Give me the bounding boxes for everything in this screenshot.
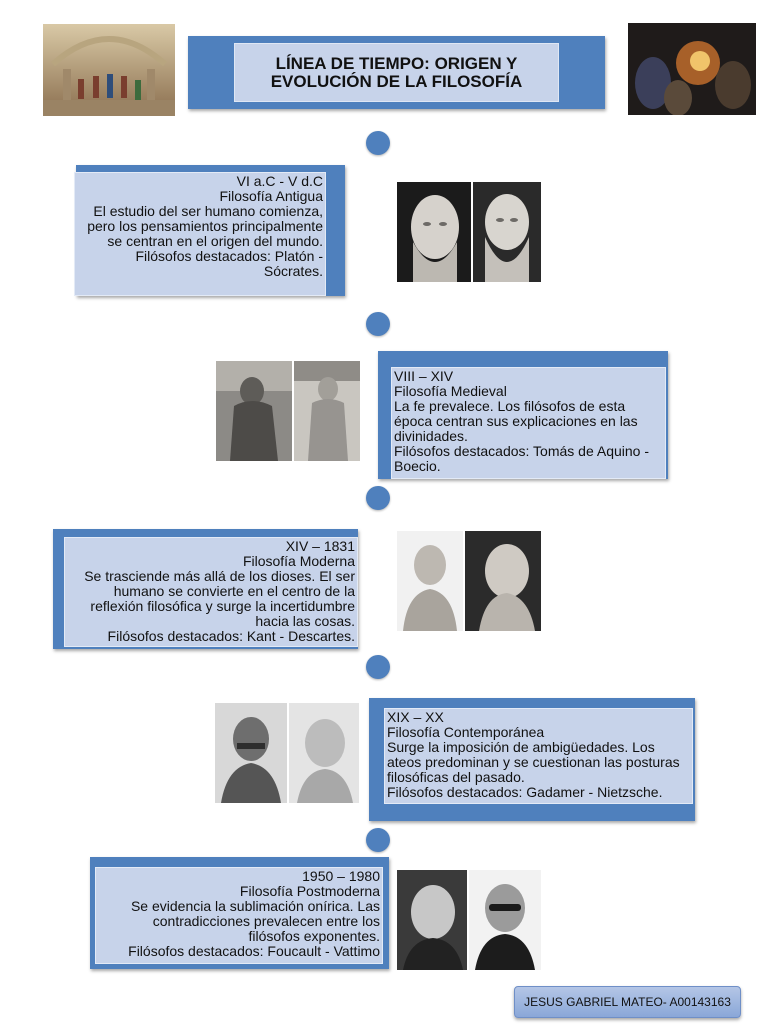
bust-portrait (465, 531, 541, 631)
bust-portrait (397, 182, 471, 282)
era-text-contemporanea (384, 708, 693, 804)
era-name: Filosofía Antigua (219, 188, 323, 204)
engraved-portrait (289, 703, 359, 803)
era-period: 1950 – 1980 (302, 868, 380, 884)
era-period: VIII – XIV (394, 368, 454, 384)
era-name: Filosofía Moderna (242, 553, 355, 569)
bust-portrait (473, 182, 541, 282)
timeline-dot (366, 655, 390, 679)
era-text-medieval (391, 367, 666, 479)
era-text-moderna (64, 537, 358, 647)
portrait-aquino-boecio (216, 361, 360, 461)
timeline-dot (366, 486, 390, 510)
era-period: VI a.C - V d.C (236, 173, 323, 189)
portrait-gadamer-nietzsche (215, 703, 359, 803)
era-name: Filosofía Medieval (394, 383, 507, 399)
era-period: XIX – XX (387, 709, 444, 725)
timeline-dot (366, 131, 390, 155)
era-description: Surge la imposición de ambigüedades. Los ateos predominan y se cuestionan las posturas filosóficas del pasado. (387, 739, 680, 785)
era-philosophers: Filósofos destacados: Tomás de Aquino - Boecio. (394, 443, 650, 474)
philosophers-fire-painting (628, 23, 756, 115)
era-period: XIV – 1831 (285, 538, 355, 554)
portrait-platon-socrates (397, 182, 541, 282)
statue-portrait (294, 361, 360, 461)
portrait-kant-descartes (397, 531, 541, 631)
photo-portrait (397, 870, 467, 970)
page-title: LÍNEA DE TIEMPO: ORIGEN Y EVOLUCIÓN DE LA FILOSOFÍA (234, 43, 559, 102)
timeline-dot (366, 312, 390, 336)
era-description: El estudio del ser humano comienza, pero los pensamientos principalmente se centran en el origen del mundo. (87, 203, 323, 249)
era-name: Filosofía Postmoderna (239, 883, 380, 899)
era-text-antigua (74, 172, 326, 296)
era-description: La fe prevalece. Los filósofos de esta época centran sus explicaciones en las divinidades. (394, 398, 638, 444)
era-name: Filosofía Contemporánea (387, 724, 545, 740)
portrait-foucault-vattimo (397, 870, 541, 970)
statue-portrait (216, 361, 292, 461)
timeline-dot (366, 828, 390, 852)
era-philosophers: Filósofos destacados: Kant - Descartes. (107, 628, 355, 644)
era-description: Se evidencia la sublimación onírica. Las contradicciones prevalecen entre los filósofos exponentes. (130, 898, 380, 944)
era-philosophers: Filósofos destacados: Foucault - Vattimo (128, 943, 380, 959)
engraved-portrait (215, 703, 287, 803)
author-badge: JESUS GABRIEL MATEO- A00143163 (514, 986, 741, 1018)
photo-portrait (469, 870, 541, 970)
era-description: Se trasciende más allá de los dioses. El ser humano se convierte en el centro de la reflexión filosófica y surge la incertidumbre hacia las cosas. (84, 568, 355, 629)
era-philosophers: Filósofos destacados: Gadamer - Nietzsche. (387, 784, 663, 800)
era-text-postmoderna (95, 867, 383, 964)
era-philosophers: Filósofos destacados: Platón - Sócrates. (135, 248, 323, 279)
school-of-athens-image (43, 24, 175, 116)
bust-portrait (397, 531, 463, 631)
